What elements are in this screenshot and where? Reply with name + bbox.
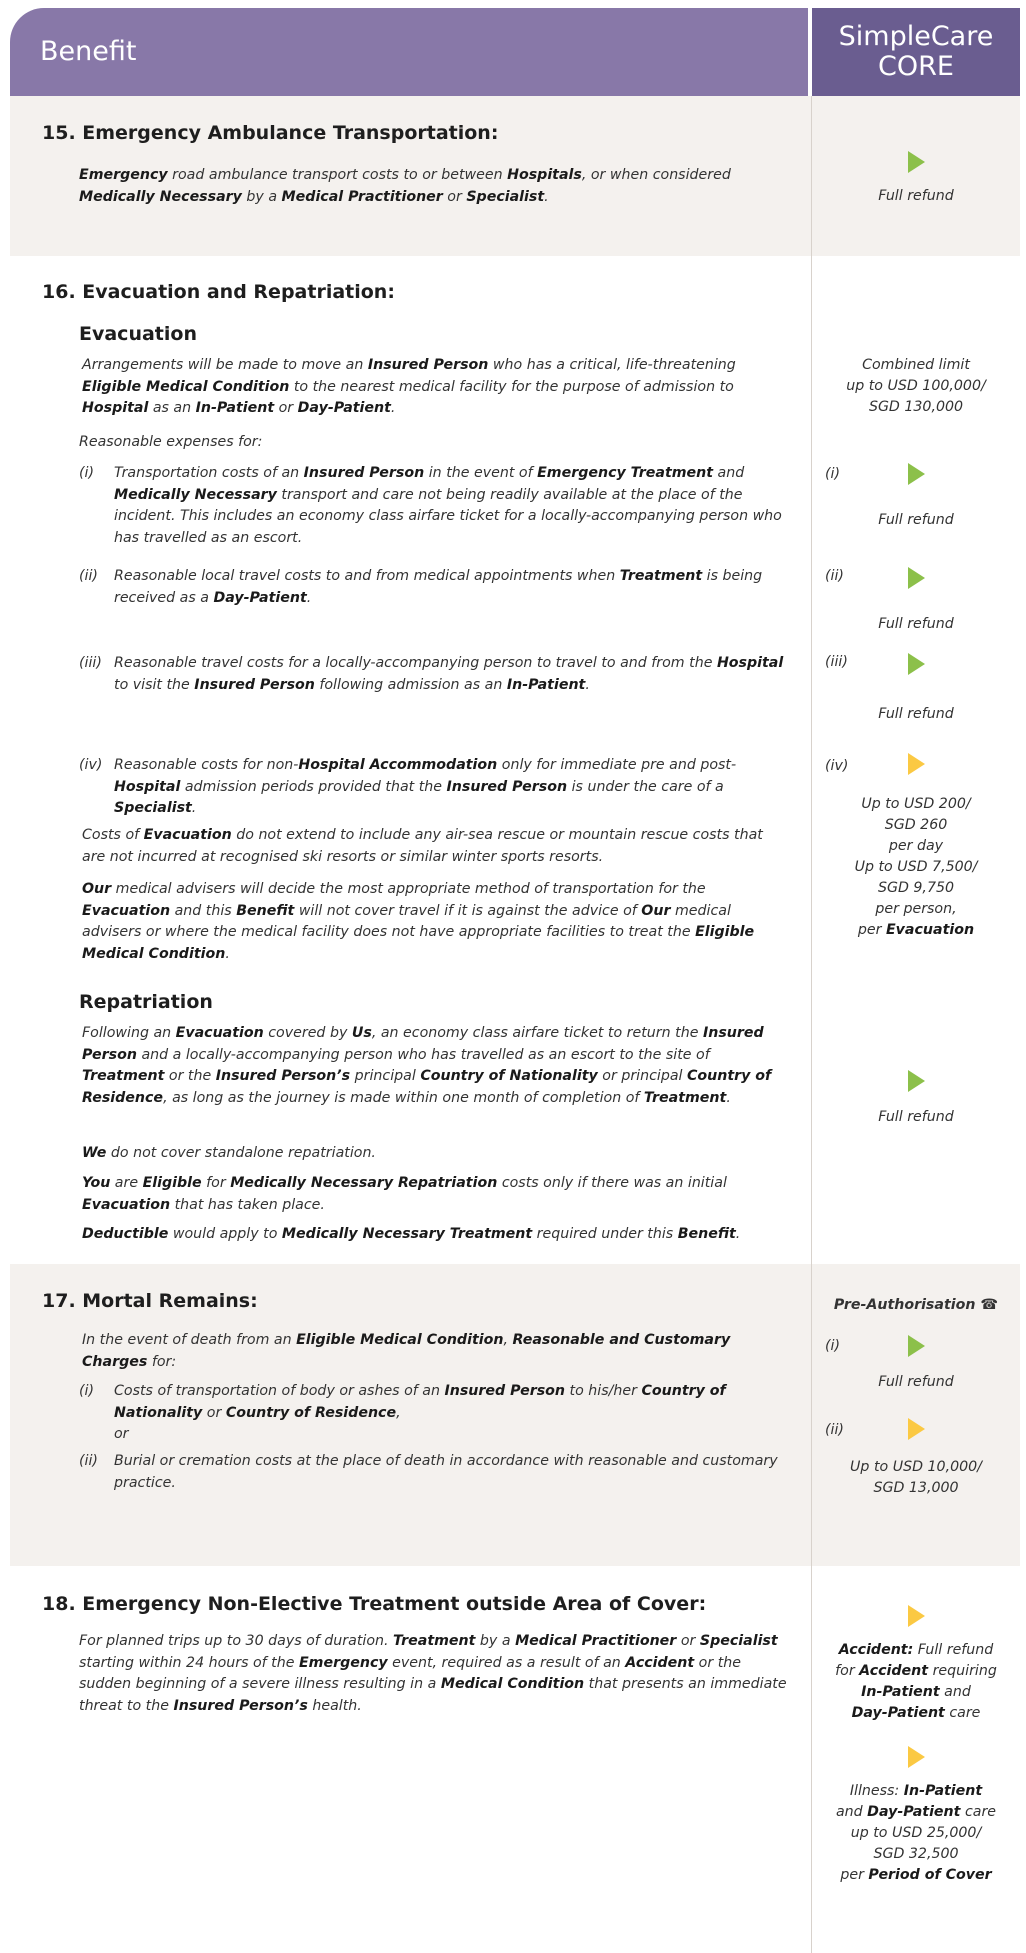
evacuation-title: Evacuation	[79, 323, 197, 345]
limit-line-bold: Evacuation	[885, 922, 975, 938]
repatriation-eligibility: You are Eligible for Medically Necessary Repatriation costs only if there was an initial Evacuation that has taken place.	[82, 1175, 727, 1213]
coverage-value: Full refund	[878, 706, 954, 722]
right-list-number: (ii)	[825, 1422, 844, 1438]
limit-line: SGD 13,000	[873, 1480, 959, 1496]
play-triangle-icon	[908, 1335, 925, 1357]
section-17-intro: In the event of death from an Eligible Medical Condition, Reasonable and Customary Charges for:	[82, 1332, 731, 1370]
list-item: Reasonable travel costs for a locally-accompanying person to travel to and from the Hospital to visit the Insured Person following admission as an In-Patient.	[114, 655, 784, 693]
right-list-number: (iv)	[825, 758, 849, 774]
right-list-number: (i)	[825, 1338, 841, 1354]
limit-line: per day	[888, 838, 944, 854]
list-number: (i)	[79, 465, 95, 481]
coverage-limit	[812, 1457, 1020, 1499]
play-triangle-icon	[908, 1418, 925, 1440]
limit-line: SGD 260	[884, 817, 948, 833]
right-list-number: (ii)	[825, 568, 844, 584]
list-item: Reasonable local travel costs to and from medical appointments when Treatment is being received as a Day-Patient.	[114, 568, 763, 606]
play-triangle-icon	[908, 151, 925, 173]
repatriation-text: Following an Evacuation covered by Us, an economy class airfare ticket to return the Insured Person and a locally-accompanying person who has travelled as an escort to the site of Treatment or the Insured Person’s principal Country of Nationality or principal Country of Residence, as long as the journey is made within one month of completion of Treatment.	[82, 1025, 772, 1106]
coverage-value: Full refund	[878, 512, 954, 528]
repatriation-deductible: Deductible would apply to Medically Necessary Treatment required under this Benefit.	[82, 1226, 741, 1242]
illness-coverage: Illness: In-Patient and Day-Patient care up to USD 25,000/ SGD 32,500 per Period of Cover	[835, 1783, 997, 1883]
coverage-value: Full refund	[878, 1374, 954, 1390]
section-16-title: 16. Evacuation and Repatriation:	[42, 281, 395, 303]
list-item: Reasonable costs for non-Hospital Accommodation only for immediate pre and post-Hospital admission periods provided that the Insured Person is under the care of a Specialist.	[114, 757, 737, 816]
right-list-number: (i)	[825, 466, 841, 482]
repatriation-standalone: We do not cover standalone repatriation.	[82, 1145, 376, 1161]
list-item: Costs of transportation of body or ashes of an Insured Person to his/her Country of Nationality or Country of Residence, or	[114, 1383, 726, 1442]
phone-icon: ☎	[980, 1297, 999, 1313]
coverage-limit-iv	[812, 794, 1020, 941]
right-list-number: (iii)	[825, 654, 848, 670]
list-number: (iv)	[79, 757, 103, 773]
section-15-title: 15. Emergency Ambulance Transportation:	[42, 122, 499, 144]
pre-authorisation-label	[812, 1295, 1020, 1316]
play-triangle-icon	[908, 1746, 925, 1768]
play-triangle-icon	[908, 567, 925, 589]
play-triangle-icon	[908, 463, 925, 485]
section-17-title: 17. Mortal Remains:	[42, 1290, 258, 1312]
play-triangle-icon	[908, 1070, 925, 1092]
header-plan-cell	[812, 8, 1020, 96]
evacuation-exclusion: Costs of Evacuation do not extend to include any air-sea rescue or mountain rescue costs that are not incurred at recognised ski resorts or similar winter sports resorts.	[82, 827, 763, 865]
limit-line: Up to USD 7,500/	[854, 859, 978, 875]
header-benefit-label: Benefit	[40, 36, 137, 67]
repatriation-coverage: Full refund	[878, 1109, 954, 1125]
header-benefit-cell	[10, 8, 808, 96]
section-15-coverage: Full refund	[878, 188, 954, 204]
section-18-text: For planned trips up to 30 days of duration. Treatment by a Medical Practitioner or Specialist starting within 24 hours of the Emergency event, required as a result of an Accident or the sudden beginning of a severe illness resulting in a Medical Condition that presents an immediate threat to the Insured Person’s health.	[79, 1633, 787, 1714]
limit-line: per person,	[875, 901, 957, 917]
pre-authorisation-text: Pre-Authorisation	[833, 1297, 976, 1313]
combined-limit-line: Combined limit	[862, 357, 970, 373]
list-item: Burial or cremation costs at the place of death in accordance with reasonable and customary practice.	[114, 1453, 778, 1491]
benefit-table	[10, 8, 1020, 1953]
list-number: (i)	[79, 1383, 95, 1399]
repatriation-title: Repatriation	[79, 991, 213, 1013]
header-plan-label	[812, 22, 1020, 82]
limit-line: Up to USD 10,000/	[850, 1459, 982, 1475]
plan-tier: CORE	[878, 51, 954, 82]
evacuation-text: Arrangements will be made to move an Insured Person who has a critical, life-threatening Eligible Medical Condition to the nearest medical facility for the purpose of admission to Hospital as an In-Patient or Day-Patient.	[82, 357, 736, 416]
reasonable-expenses-label: Reasonable expenses for:	[79, 434, 263, 450]
combined-limit-line: SGD 130,000	[868, 399, 964, 415]
play-triangle-icon	[908, 753, 925, 775]
coverage-value: Full refund	[878, 616, 954, 632]
accident-coverage: Accident: Full refund for Accident requiring In-Patient and Day-Patient care	[835, 1642, 997, 1721]
play-triangle-icon	[908, 1605, 925, 1627]
play-triangle-icon	[908, 653, 925, 675]
section-15-text: Emergency road ambulance transport costs to or between Hospitals, or when considered Medically Necessary by a Medical Practitioner or Specialist.	[79, 167, 731, 205]
list-number: (ii)	[79, 568, 98, 584]
table-header	[10, 8, 1020, 96]
evacuation-combined-limit	[812, 355, 1020, 418]
combined-limit-line: up to USD 100,000/	[846, 378, 986, 394]
plan-name: SimpleCare	[838, 21, 994, 52]
list-item: Transportation costs of an Insured Person in the event of Emergency Treatment and Medically Necessary transport and care not being readily available at the place of the incident. This includes an economy class airfare ticket for a locally-accompanying person who has travelled as an escort.	[114, 465, 782, 546]
list-number: (ii)	[79, 1453, 98, 1469]
list-number: (iii)	[79, 655, 102, 671]
section-18-title: 18. Emergency Non-Elective Treatment outside Area of Cover:	[42, 1593, 707, 1615]
limit-line: Up to USD 200/	[861, 796, 971, 812]
limit-line: SGD 9,750	[877, 880, 955, 896]
evacuation-advisers: Our medical advisers will decide the most appropriate method of transportation for the Evacuation and this Benefit will not cover travel if it is against the advice of Our medical advisers or where the medical facility does not have appropriate facilities to treat the Eligible Medical Condition.	[82, 881, 755, 962]
limit-line: per	[857, 922, 886, 938]
